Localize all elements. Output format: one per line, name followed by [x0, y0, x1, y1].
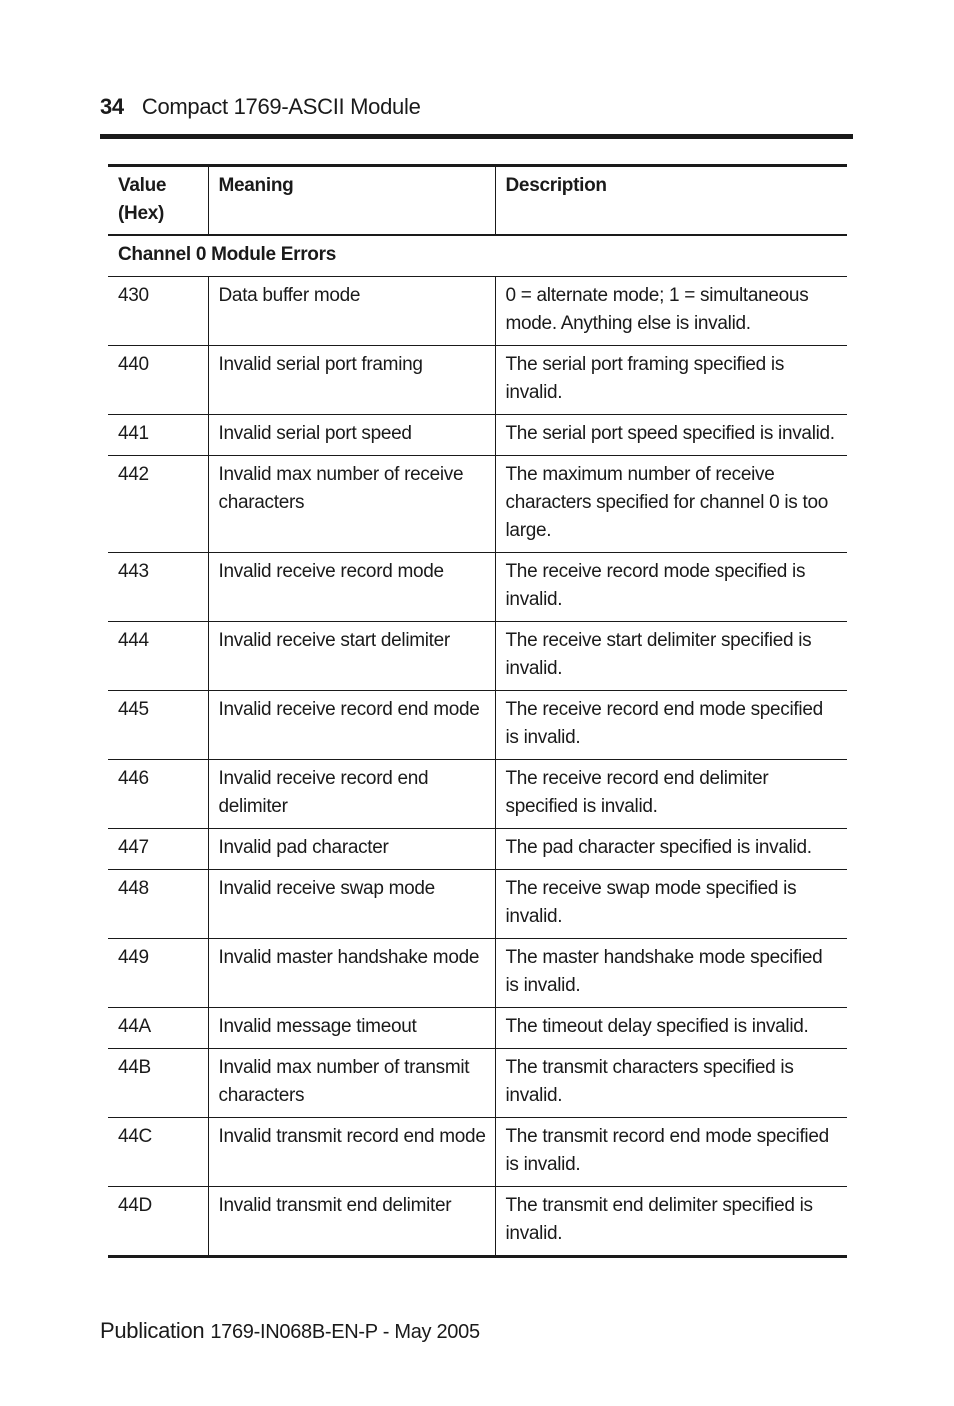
table-row — [108, 1008, 847, 1049]
cell-value: 44B — [108, 1049, 208, 1118]
cell-meaning: Invalid receive start delimiter — [208, 622, 495, 691]
footer-label: Publication — [100, 1318, 205, 1343]
cell-meaning: Data buffer mode — [208, 277, 495, 346]
cell-value: 444 — [108, 622, 208, 691]
table-row — [108, 277, 847, 346]
cell-description: 0 = alternate mode; 1 = simultaneous mode. Anything else is invalid. — [495, 277, 847, 346]
cell-description: The maximum number of receive characters specified for channel 0 is too large. — [495, 456, 847, 553]
table-row — [108, 415, 847, 456]
table-row — [108, 939, 847, 1008]
cell-description: The transmit record end mode specified is invalid. — [495, 1118, 847, 1187]
section-row — [108, 235, 847, 277]
cell-meaning: Invalid transmit record end mode — [208, 1118, 495, 1187]
cell-meaning: Invalid receive record end mode — [208, 691, 495, 760]
page-header — [100, 94, 421, 120]
cell-description: The receive record end mode specified is invalid. — [495, 691, 847, 760]
cell-description: The receive record end delimiter specified is invalid. — [495, 760, 847, 829]
cell-value: 44D — [108, 1187, 208, 1257]
table-row — [108, 1118, 847, 1187]
column-header-meaning: Meaning — [208, 166, 495, 236]
table-row — [108, 346, 847, 415]
cell-meaning: Invalid serial port framing — [208, 346, 495, 415]
cell-meaning: Invalid pad character — [208, 829, 495, 870]
page-number: 34 — [100, 94, 124, 119]
cell-description: The receive record mode specified is invalid. — [495, 553, 847, 622]
cell-description: The transmit characters specified is invalid. — [495, 1049, 847, 1118]
cell-description: The pad character specified is invalid. — [495, 829, 847, 870]
cell-value: 443 — [108, 553, 208, 622]
section-title: Channel 0 Module Errors — [108, 235, 847, 277]
table-header-row — [108, 166, 847, 236]
publication-id: 1769-IN068B-EN-P - May 2005 — [210, 1321, 480, 1343]
table-row — [108, 622, 847, 691]
cell-description: The receive swap mode specified is invalid. — [495, 870, 847, 939]
cell-value: 445 — [108, 691, 208, 760]
cell-meaning: Invalid max number of transmit characters — [208, 1049, 495, 1118]
table-row — [108, 553, 847, 622]
cell-value: 44A — [108, 1008, 208, 1049]
table-row — [108, 691, 847, 760]
cell-description: The receive start delimiter specified is invalid. — [495, 622, 847, 691]
cell-meaning: Invalid serial port speed — [208, 415, 495, 456]
cell-description: The serial port speed specified is invalid. — [495, 415, 847, 456]
cell-value: 449 — [108, 939, 208, 1008]
header-rule — [100, 134, 853, 139]
cell-value: 442 — [108, 456, 208, 553]
cell-meaning: Invalid receive swap mode — [208, 870, 495, 939]
cell-value: 447 — [108, 829, 208, 870]
table-row — [108, 829, 847, 870]
table-row — [108, 456, 847, 553]
table-row — [108, 760, 847, 829]
cell-description: The serial port framing specified is invalid. — [495, 346, 847, 415]
cell-meaning: Invalid max number of receive characters — [208, 456, 495, 553]
document-title: Compact 1769-ASCII Module — [141, 94, 421, 119]
cell-value: 446 — [108, 760, 208, 829]
cell-meaning: Invalid message timeout — [208, 1008, 495, 1049]
cell-description: The timeout delay specified is invalid. — [495, 1008, 847, 1049]
cell-value: 440 — [108, 346, 208, 415]
table-row — [108, 1187, 847, 1257]
cell-meaning: Invalid receive record end delimiter — [208, 760, 495, 829]
cell-description: The transmit end delimiter specified is invalid. — [495, 1187, 847, 1257]
cell-meaning: Invalid transmit end delimiter — [208, 1187, 495, 1257]
cell-value: 448 — [108, 870, 208, 939]
cell-description: The master handshake mode specified is invalid. — [495, 939, 847, 1008]
cell-meaning: Invalid master handshake mode — [208, 939, 495, 1008]
column-header-value: Value (Hex) — [108, 166, 208, 236]
table-row — [108, 870, 847, 939]
table-row — [108, 1049, 847, 1118]
page-footer — [100, 1318, 480, 1344]
cell-value: 44C — [108, 1118, 208, 1187]
cell-value: 441 — [108, 415, 208, 456]
column-header-description: Description — [495, 166, 847, 236]
error-code-table — [108, 164, 847, 1258]
cell-value: 430 — [108, 277, 208, 346]
cell-meaning: Invalid receive record mode — [208, 553, 495, 622]
